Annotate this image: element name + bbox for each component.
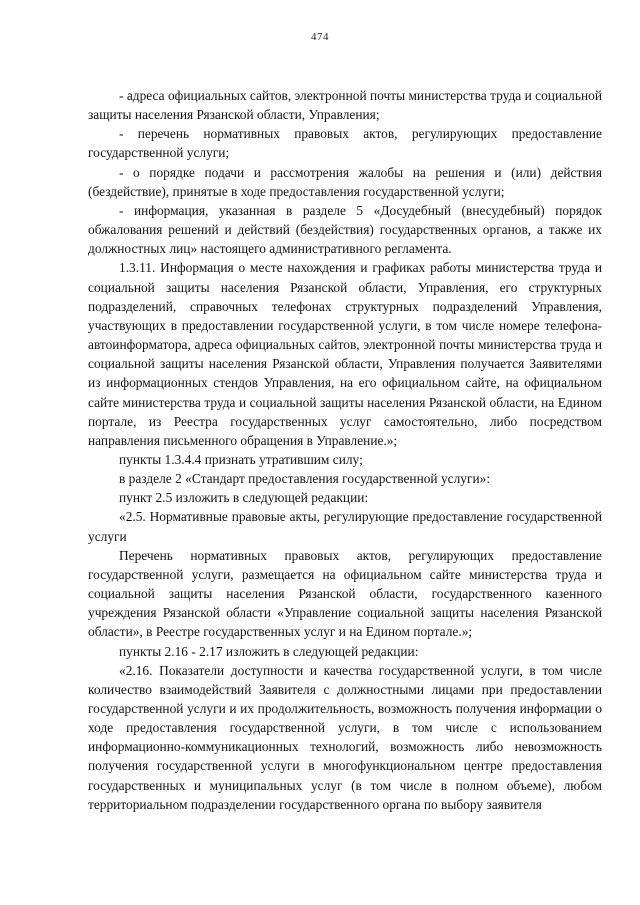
page-number: 474 [311, 31, 329, 43]
paragraph: в разделе 2 «Стандарт предоставления государственной услуги»: [119, 471, 491, 487]
paragraph: пункты 2.16 - 2.17 изложить в следующей редакции: [119, 643, 419, 659]
paragraph: пункты 1.3.4.4 признать утратившим силу; [119, 451, 363, 467]
paragraph: - информация, указанная в разделе 5 «Досудебный (внесудебный) порядок обжалования решений и действий (бездействия) государственных органов, а также их должностных лиц» настоящего административного регламента. [88, 202, 602, 257]
paragraph: «2.5. Нормативные правовые акты, регулирующие предоставление государственной услуги [88, 509, 602, 544]
document-body [88, 86, 602, 814]
paragraph: «2.16. Показатели доступности и качества государственной услуги, в том числе количество взаимодействий Заявителя с должностными лицами при предоставлении государственной услуги и их продолжительность, возможность получения информации о ходе предоставления государственной услуги, в том числе с использованием информационно-коммуникационных технологий, возможность либо невозможность получения государственной услуги в многофункциональном центре предоставления государственных и муниципальных услуг (в том числе в полном объеме), любом территориальном подразделении государственного органа по выбору заявителя [88, 662, 602, 812]
paragraph: пункт 2.5 изложить в следующей редакции: [119, 490, 369, 506]
paragraph: 1.3.11. Информация о месте нахождения и графиках работы министерства труда и социальной защиты населения Рязанской области, Управления, его структурных подразделений, справочных телефонах структурных подразделений Управления, участвующих в предоставлении государственной услуги, в том числе номере телефона-автоинформатора, адреса официальных сайтов, электронной почты министерства труда и социальной защиты населения Рязанской области, Управления получается Заявителями из информационных стендов Управления, на его официальном сайте, на официальном сайте министерства труда и социальной защиты населения Рязанской области, на Едином портале, из Реестра государственных услуг самостоятельно, либо посредством направления письменного обращения в Управление.»; [88, 260, 602, 448]
paragraph: - перечень нормативных правовых актов, регулирующих предоставление государственной услуги; [88, 126, 602, 161]
paragraph: - о порядке подачи и рассмотрения жалобы на решения и (или) действия (бездействие), принятые в ходе предоставления государственной услуги; [88, 164, 602, 199]
paragraph: Перечень нормативных правовых актов, регулирующих предоставление государственной услуги, размещается на официальном сайте министерства труда и социальной защиты населения Рязанской области, государственного казенного учреждения Рязанской области «Управление социальной защиты населения Рязанской области», в Реестре государственных услуг и на Едином портале.»; [88, 547, 602, 640]
paragraph: - адреса официальных сайтов, электронной почты министерства труда и социальной защиты населения Рязанской области, Управления; [88, 88, 602, 123]
